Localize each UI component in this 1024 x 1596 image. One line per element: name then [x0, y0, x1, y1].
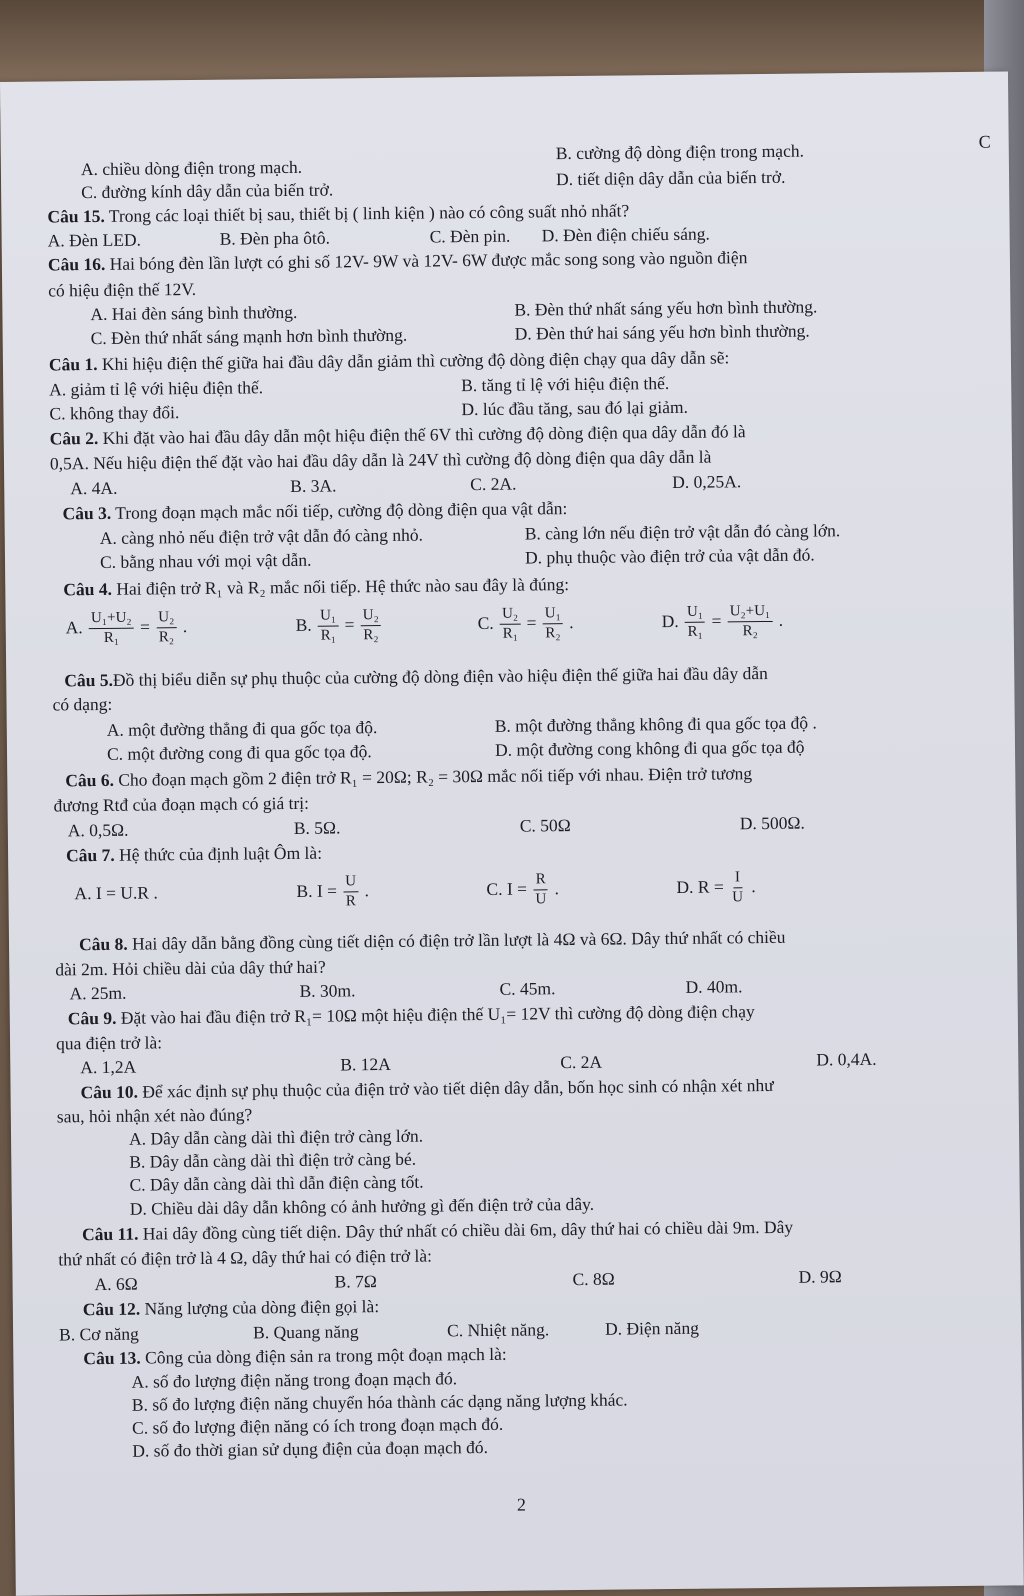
question-label: Câu 3.: [62, 502, 112, 524]
option-line: C. Nhiệt năng.: [446, 1319, 550, 1341]
question-5: [64, 662, 768, 691]
option-letter: A.: [65, 617, 83, 638]
option-line: C. 50Ω: [519, 815, 571, 836]
option-letter: B. I =: [296, 880, 338, 901]
period: .: [554, 878, 560, 899]
question-2: [50, 420, 746, 449]
question-9: [68, 1000, 755, 1029]
question-text: Khi đặt vào hai đầu dây dẫn một hiệu điện thế 6V thì cường độ dòng điện qua dây dẫn đó là: [98, 421, 746, 448]
denominator: R₂: [742, 623, 758, 640]
question-text: Hai dây đồng cùng tiết diện. Dây thứ nhất có chiều dài 6m, dây thứ hai có chiều dài 9m. Dây: [138, 1216, 794, 1244]
question-7: [66, 842, 322, 867]
question-6: [65, 762, 752, 791]
question-3: [62, 497, 567, 524]
option-line: C. đường kính dây dẫn của biến trở.: [81, 179, 334, 203]
option-line: B. tăng tỉ lệ với hiệu điện thế.: [461, 373, 670, 396]
option-line: D. 0,4A.: [816, 1048, 877, 1070]
fraction: [533, 871, 548, 910]
option-line: D. 9Ω: [798, 1266, 842, 1287]
fraction: [730, 869, 745, 908]
question-text-continued: có hiệu điện thế 12V.: [48, 278, 197, 301]
question-13: [83, 1343, 507, 1369]
fraction: [361, 607, 381, 646]
option-line: A. I = U.R .: [74, 882, 158, 904]
question-text: Trong các loại thiết bị sau, thiết bị ( linh kiện ) nào có công suất nhỏ nhất?: [104, 200, 630, 226]
option-line: D. 500Ω.: [739, 812, 805, 834]
question-label: Câu 11.: [81, 1223, 139, 1245]
question-text-continued: đương Rtđ của đoạn mạch có giá trị:: [53, 792, 310, 816]
period: .: [751, 876, 756, 897]
option-line: A. Hai đèn sáng bình thường.: [90, 301, 298, 325]
option-line: B. Đèn pha ôtô.: [219, 227, 331, 249]
fraction: [685, 603, 705, 642]
period: .: [569, 612, 574, 633]
formula-option-b: [296, 871, 369, 912]
formula-option-b: [296, 605, 384, 646]
equals-sign: =: [711, 610, 722, 631]
option-line: C. Đèn pin.: [429, 225, 511, 247]
numerator: U₂: [500, 605, 520, 625]
option-line: B. Cơ năng: [59, 1323, 139, 1345]
question-text: Để xác định sự phụ thuộc của điện trở vào tiết diện dây dẫn, bốn học sinh có nhận xét như: [137, 1074, 774, 1102]
question-text-continued: thứ nhất có điện trở là 4 Ω, dây thứ hai có điện trở là:: [58, 1245, 433, 1270]
option-line: D. 0,25A.: [672, 471, 742, 492]
question-text: Đồ thị biểu diễn sự phụ thuộc của cường độ dòng điện vào hiệu điện thế giữa hai đầu dây dẫn: [112, 662, 768, 690]
denominator: R₁: [103, 630, 120, 647]
numerator: U₂: [156, 609, 176, 629]
formula-option-d: [676, 867, 756, 908]
fraction: [728, 602, 773, 641]
option-line: C. 45m.: [499, 978, 556, 999]
option-line: D. tiết diện dây dẫn của biến trở.: [555, 166, 786, 190]
denominator: R₁: [502, 626, 518, 643]
option-line: A. số đo lượng điện năng trong đoạn mạch đó.: [131, 1368, 458, 1392]
denominator: R₂: [545, 625, 561, 642]
period: .: [182, 616, 188, 637]
denominator: R₂: [363, 627, 379, 644]
question-label: Câu 13.: [83, 1347, 141, 1369]
denominator: R₁: [320, 627, 336, 645]
period: .: [778, 609, 784, 630]
option-line: C. số đo lượng điện năng có ích trong đoạn mạch đó.: [131, 1413, 504, 1438]
question-text: Hai dây dẫn bằng đồng cùng tiết diện có điện trở lần lượt là 4Ω và 6Ω. Dây thứ nhất có chiều: [127, 926, 786, 954]
question-text-continued: có dạng:: [52, 693, 113, 715]
fraction: [156, 609, 176, 648]
question-text: Năng lượng của dòng điện gọi là:: [140, 1296, 380, 1319]
denominator: R: [345, 893, 356, 910]
question-label: Câu 2.: [49, 427, 99, 449]
formula-option-c: [486, 869, 559, 910]
question-label: Câu 6.: [65, 769, 115, 791]
option-line: B. Quang năng: [253, 1321, 359, 1343]
option-line: A. 6Ω: [94, 1273, 138, 1295]
question-12: [83, 1295, 379, 1320]
question-text: Công của dòng điện sản ra trong một đoạn mạch là:: [140, 1343, 507, 1368]
option-line: A. giảm tỉ lệ với hiệu điện thế.: [49, 377, 264, 400]
option-letter: D. R =: [676, 876, 724, 897]
question-11: [82, 1216, 793, 1245]
numerator: I: [733, 869, 742, 889]
option-line: B. 5Ω.: [293, 817, 341, 838]
question-text: Cho đoạn mạch gồm 2 điện trở R₁ = 20Ω; R₂ = 30Ω mắc nối tiếp với nhau. Điện trở tương: [113, 763, 753, 790]
numerator: U₂+U₁: [728, 602, 773, 622]
equals-sign: =: [526, 612, 537, 633]
numerator: U₁: [543, 605, 563, 625]
option-line: B. cường độ dòng điện trong mạch.: [555, 140, 805, 164]
option-letter: B.: [295, 614, 312, 635]
corner-letter: C: [978, 131, 991, 152]
option-line: A. chiều dòng điện trong mạch.: [80, 156, 303, 180]
question-label: Câu 5.: [64, 669, 113, 691]
option-line: A. 4A.: [70, 477, 118, 499]
option-line: A. càng nhỏ nếu điện trở vật dẫn đó càng nhỏ.: [99, 524, 424, 548]
question-8: [79, 926, 786, 955]
numerator: U: [343, 873, 358, 893]
question-label: Câu 12.: [82, 1298, 141, 1320]
question-15: [47, 199, 629, 227]
question-label: Câu 9.: [67, 1007, 117, 1029]
option-line: D. số đo thời gian sử dụng điện của đoạn mạch đó.: [132, 1436, 488, 1461]
option-line: C. 2A: [560, 1051, 603, 1073]
question-label: Câu 8.: [78, 933, 128, 955]
option-letter: D.: [661, 610, 679, 632]
option-line: B. một đường thẳng không đi qua gốc tọa độ .: [494, 712, 817, 736]
question-text: Trong đoạn mạch mắc nối tiếp, cường độ dòng điện qua vật dẫn:: [111, 498, 568, 523]
option-line: C. bằng nhau với mọi vật dẫn.: [99, 549, 312, 572]
numerator: U₁+U₂: [89, 609, 134, 629]
question-label: Câu 7.: [65, 844, 115, 866]
page-number: 2: [516, 1494, 527, 1515]
option-line: C. một đường cong đi qua gốc tọa độ.: [106, 741, 372, 764]
option-line: A. một đường thẳng đi qua gốc tọa độ.: [106, 717, 378, 740]
question-label: Câu 15.: [47, 205, 105, 227]
formula-option-c: [477, 603, 573, 644]
option-line: B. Đèn thứ nhất sáng yếu hơn bình thường.: [514, 296, 818, 320]
option-line: B. 7Ω: [334, 1271, 377, 1292]
option-line: C. Đèn thứ nhất sáng mạnh hơn bình thường.: [90, 324, 408, 349]
option-line: D. Đèn điện chiếu sáng.: [541, 223, 710, 246]
exam-content: [0, 71, 1024, 1595]
numerator: U₁: [685, 603, 705, 623]
question-text: Hai bóng đèn lần lượt có ghi số 12V- 9W và 12V- 6W được mắc song song vào nguồn điện: [105, 247, 748, 274]
exam-paper: [0, 71, 1024, 1595]
question-10: [80, 1074, 773, 1103]
formula-option-a: [66, 607, 188, 649]
denominator: U: [535, 891, 547, 908]
option-line: A. Dây dẫn càng dài thì điện trở càng lớn.: [128, 1125, 424, 1149]
question-text-continued: 0,5A. Nếu hiệu điện thế đặt vào hai đầu dây dẫn là 24V thì cường độ dòng điện qua dây dẫn là: [49, 446, 712, 474]
option-line: C. 8Ω: [572, 1268, 615, 1290]
fraction: [500, 605, 520, 644]
option-line: C. Dây dẫn càng dài thì dẫn điện càng tốt.: [129, 1171, 424, 1195]
numerator: R: [534, 871, 548, 891]
denominator: U: [732, 889, 744, 906]
equals-sign: =: [344, 614, 355, 635]
option-line: B. Dây dẫn càng dài thì điện trở càng bé.: [129, 1148, 417, 1172]
question-text-continued: sau, hỏi nhận xét nào đúng?: [56, 1104, 253, 1127]
option-line: D. Đèn thứ hai sáng yếu hơn bình thường.: [514, 320, 810, 344]
denominator: R₁: [687, 624, 703, 641]
option-line: B. số đo lượng điện năng chuyển hóa thành các dạng năng lượng khác.: [131, 1389, 628, 1415]
formula-option-d: [661, 601, 783, 643]
option-line: B. càng lớn nếu điện trở vật dẫn đó càng lớn.: [524, 520, 841, 544]
option-line: B. 3A.: [290, 475, 337, 496]
option-line: B. 12A: [340, 1053, 391, 1075]
question-text: Hệ thức của định luật Ôm là:: [114, 842, 323, 865]
question-text-continued: qua điện trở là:: [55, 1032, 163, 1054]
question-4: [63, 573, 569, 600]
option-line: D. 40m.: [685, 976, 743, 997]
period: .: [364, 880, 370, 901]
question-text: Hai điện trở R₁ và R₂ mắc nối tiếp. Hệ thức nào sau đây là đúng:: [111, 574, 570, 599]
question-text: Khi hiệu điện thế giữa hai đầu dây dẫn giảm thì cường độ dòng điện chạy qua dây dẫn sẽ:: [97, 347, 730, 374]
question-label: Câu 1.: [48, 353, 98, 375]
option-line: D. phụ thuộc vào điện trở của vật dẫn đó.: [524, 544, 815, 568]
denominator: R₂: [158, 629, 175, 646]
fraction: [318, 607, 338, 646]
question-1: [49, 346, 730, 375]
question-text: Đặt vào hai đầu điện trở R₁= 10Ω một hiệu điện thế U₁= 12V thì cường độ dòng điện chạy: [116, 1001, 755, 1028]
option-line: D. lúc đầu tăng, sau đó lại giảm.: [461, 396, 689, 420]
option-line: A. 1,2A: [80, 1056, 137, 1078]
option-line: D. Chiều dài dây dẫn không có ảnh hưởng gì đến điện trở của dây.: [129, 1193, 595, 1219]
fraction: [343, 873, 358, 912]
numerator: U₂: [361, 607, 381, 627]
question-text-continued: dài 2m. Hỏi chiều dài của dây thứ hai?: [55, 956, 326, 980]
equals-sign: =: [139, 616, 151, 637]
numerator: U₁: [318, 607, 338, 627]
option-line: D. Điện năng: [604, 1317, 700, 1339]
fraction: [89, 609, 134, 648]
option-line: B. 30m.: [299, 980, 356, 1001]
fraction: [543, 605, 563, 644]
option-line: A. 0,5Ω.: [67, 819, 129, 841]
question-label: Câu 16.: [47, 253, 106, 275]
option-line: D. một đường cong không đi qua gốc tọa độ: [494, 736, 805, 760]
option-line: C. không thay đổi.: [49, 402, 180, 424]
option-line: A. 25m.: [69, 982, 127, 1004]
question-16: [48, 246, 748, 275]
option-letter: C.: [477, 612, 494, 634]
option-line: A. Đèn LED.: [47, 229, 142, 251]
option-line: C. 2A.: [470, 473, 517, 495]
question-label: Câu 4.: [63, 578, 113, 600]
question-label: Câu 10.: [80, 1081, 139, 1103]
option-letter: C. I =: [486, 878, 528, 899]
